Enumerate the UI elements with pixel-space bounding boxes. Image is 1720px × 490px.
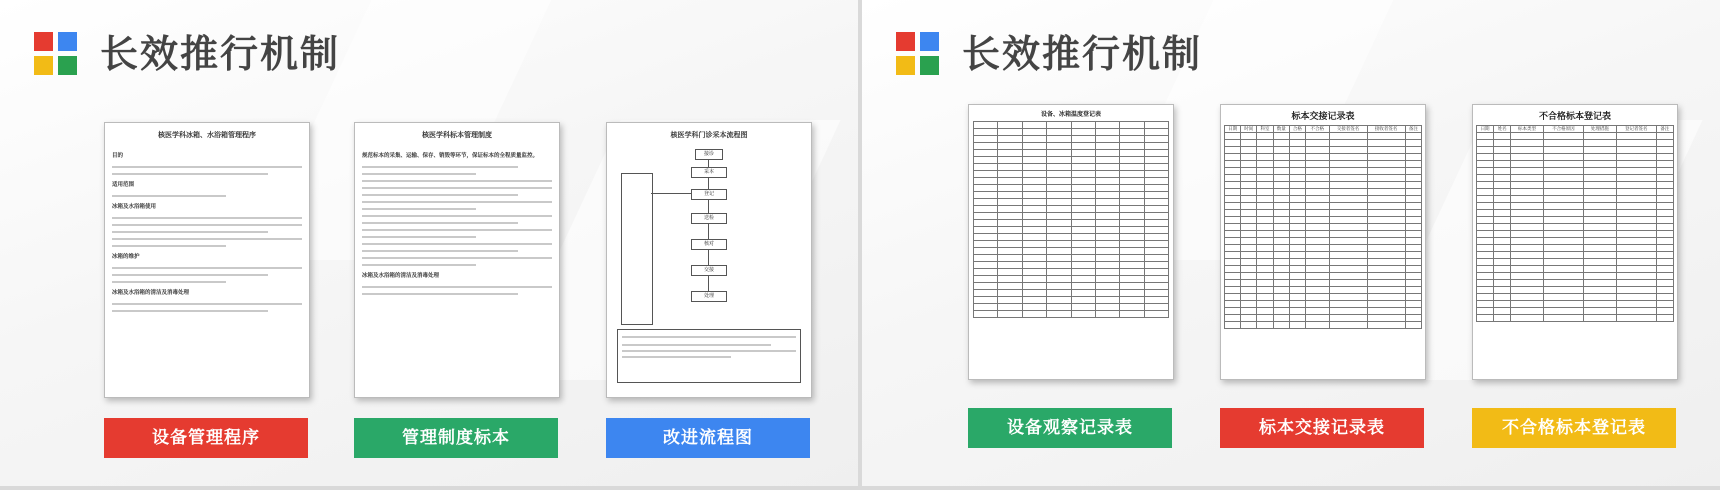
section-heading: 冰箱的维护 [112,254,140,260]
document-thumbnail-nonconforming-log[interactable] [1472,104,1678,380]
flow-step: 交接 [691,265,727,276]
equipment-observation-log-button[interactable]: 设备观察记录表 [968,408,1172,448]
left-slide [0,0,858,486]
column-header: 交接者签名 [1329,126,1367,133]
flow-notes-box [617,329,801,383]
flow-step: 核对 [691,239,727,250]
column-header: 接收者签名 [1367,126,1405,133]
improvement-flowchart-button[interactable]: 改进流程图 [606,418,810,458]
document-thumbnail-flowchart[interactable] [606,122,812,398]
slide-title: 长效推行机制 [962,32,1203,76]
specimen-handover-log-button[interactable]: 标本交接记录表 [1220,408,1424,448]
flow-step: 处理 [691,291,727,302]
document-heading: 核医学科门诊采本流程图 [670,131,748,139]
four-square-logo-icon [896,32,940,76]
document-heading: 核医学科标本管理制度 [422,131,492,139]
slide-title: 长效推行机制 [100,32,341,76]
column-header: 姓名 [1494,126,1511,133]
nonconforming-table [1476,125,1674,322]
equipment-procedure-button[interactable]: 设备管理程序 [104,418,308,458]
column-header: 备注 [1656,126,1673,133]
column-header: 处理措施 [1584,126,1617,133]
four-square-logo-icon [34,32,78,76]
document-heading: 设备、冰箱温度登记表 [1040,111,1101,118]
document-thumbnail-equipment-procedure[interactable] [104,122,310,398]
flow-side-column [621,173,653,325]
flow-step: 登记 [691,189,727,200]
column-header: 合格 [1289,126,1305,133]
management-policy-button[interactable]: 管理制度标本 [354,418,558,458]
column-header: 科室 [1257,126,1273,133]
column-header: 不合格原因 [1543,126,1583,133]
document-heading: 核医学科冰箱、水浴箱管理程序 [158,131,256,139]
column-header: 备注 [1405,126,1421,133]
document-thumbnail-equipment-log[interactable] [968,104,1174,380]
handover-table [1224,125,1422,329]
column-header: 日期 [1225,126,1241,133]
column-header: 日期 [1477,126,1494,133]
document-thumbnail-handover-log[interactable] [1220,104,1426,380]
nonconforming-specimen-log-button[interactable]: 不合格标本登记表 [1472,408,1676,448]
document-thumbnail-specimen-policy[interactable] [354,122,560,398]
section-heading: 目的 [112,153,124,159]
column-header: 不合格 [1306,126,1330,133]
column-header: 数量 [1273,126,1289,133]
section-heading: 适用范围 [112,182,135,188]
section-heading: 冰箱及水浴箱的清洁及消毒处理 [112,290,190,296]
section-heading: 冰箱及水浴箱的清洁及消毒处理 [362,273,440,279]
flow-step: 采本 [691,167,727,178]
flow-step: 接诊 [695,149,723,160]
document-heading: 不合格标本登记表 [1538,112,1611,122]
right-slide [862,0,1720,486]
column-header: 时间 [1241,126,1257,133]
column-header: 标本类型 [1511,126,1544,133]
document-heading: 标本交接记录表 [1291,112,1355,122]
document-intro: 规范标本的采集、运输、保存、销毁等环节，保证标本的全程质量监控。 [362,153,539,159]
section-heading: 冰箱及水浴箱使用 [112,204,157,210]
observation-grid [973,121,1169,318]
column-header: 登记者签名 [1616,126,1656,133]
flow-step: 送检 [691,213,727,224]
